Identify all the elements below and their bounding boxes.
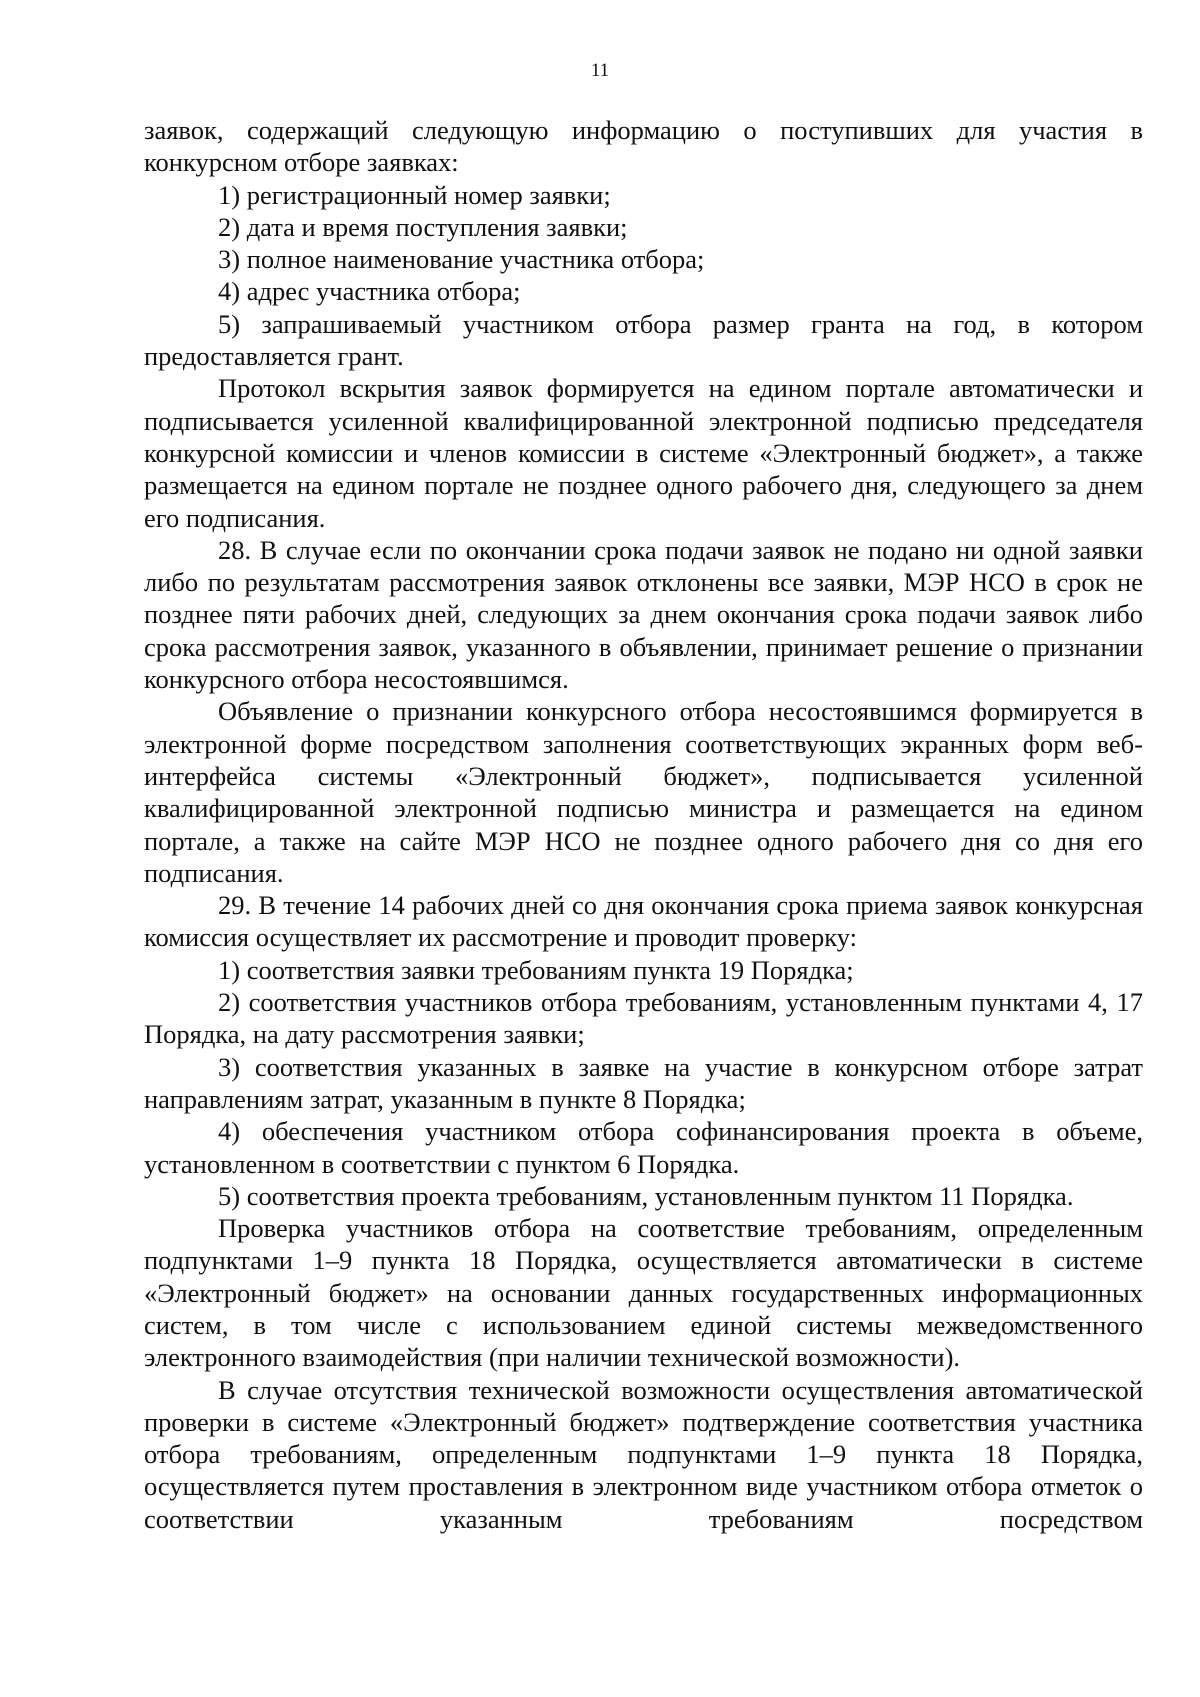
list-item: 5) запрашиваемый участником отбора размер гранта на год, в котором предоставляется грант. <box>144 308 1143 372</box>
paragraph: В случае отсутствия технической возможности осуществления автоматической проверки в системе «Электронный бюджет» подтверждение соответствия участника отбора требованиям, определенным подпунктами 1–9 пункта 18 Порядка, осуществляется путем проставления в электронном виде участником отбора отметок о соответствии указанным требованиям посредством <box>144 1374 1143 1534</box>
list-item: 4) адрес участника отбора; <box>218 276 521 307</box>
list-item: 3) полное наименование участника отбора; <box>218 244 705 275</box>
paragraph-continuation: заявок, содержащий следующую информацию о поступивших для участия в конкурсном отборе заявках: <box>144 115 1143 178</box>
document-body <box>144 114 1143 1535</box>
list-item: 2) дата и время поступления заявки; <box>218 211 628 242</box>
list-item: 2) соответствия участников отбора требованиям, установленным пунктами 4, 17 Порядка, на дату рассмотрения заявки; <box>144 987 1143 1050</box>
clause-29: 29. В течение 14 рабочих дней со дня окончания срока приема заявок конкурсная комиссия осуществляет их рассмотрение и проводит проверку: <box>144 890 1143 953</box>
paragraph: Проверка участников отбора на соответствие требованиям, определенным подпунктами 1–9 пункта 18 Порядка, осуществляется автоматически в системе «Электронный бюджет» на основании данных государственных информационных систем, в том числе с использованием единой системы межведомственного электронного взаимодействия (при наличии технической возможности). <box>144 1213 1143 1373</box>
list-item: 1) регистрационный номер заявки; <box>218 179 611 210</box>
paragraph: Протокол вскрытия заявок формируется на едином портале автоматически и подписывается усиленной квалифицированной электронной подписью председателя конкурсной комиссии и членов комиссии в системе «Электронный бюджет», а также размещается на едином портале не позднее одного рабочего дня, следующего за днем его подписания. <box>144 373 1143 533</box>
clause-28: 28. В случае если по окончании срока подачи заявок не подано ни одной заявки либо по результатам рассмотрения заявок отклонены все заявки, МЭР НСО в срок не позднее пяти рабочих дней, следующих за днем окончания срока подачи заявок либо срока рассмотрения заявок, указанного в объявлении, принимает решение о признании конкурсного отбора несостоявшимся. <box>144 534 1143 695</box>
list-item: 4) обеспечения участником отбора софинансирования проекта в объеме, установленном в соответствии с пунктом 6 Порядка. <box>144 1116 1143 1179</box>
paragraph: Объявление о признании конкурсного отбора несостоявшимся формируется в электронной форме посредством заполнения соответствующих экранных форм веб-интерфейса системы «Электронный бюджет», подписывается усиленной квалифицированной электронной подписью министра и размещается на едином портале, а также на сайте МЭР НСО не позднее одного рабочего дня со дня его подписания. <box>144 696 1143 888</box>
list-item: 5) соответствия проекта требованиям, установленным пунктом 11 Порядка. <box>218 1180 1074 1211</box>
list-item: 3) соответствия указанных в заявке на участие в конкурсном отборе затрат направлениям затрат, указанным в пункте 8 Порядка; <box>144 1051 1143 1114</box>
page-number: 11 <box>590 60 610 81</box>
list-item: 1) соответствия заявки требованиям пункта 19 Порядка; <box>218 954 854 985</box>
